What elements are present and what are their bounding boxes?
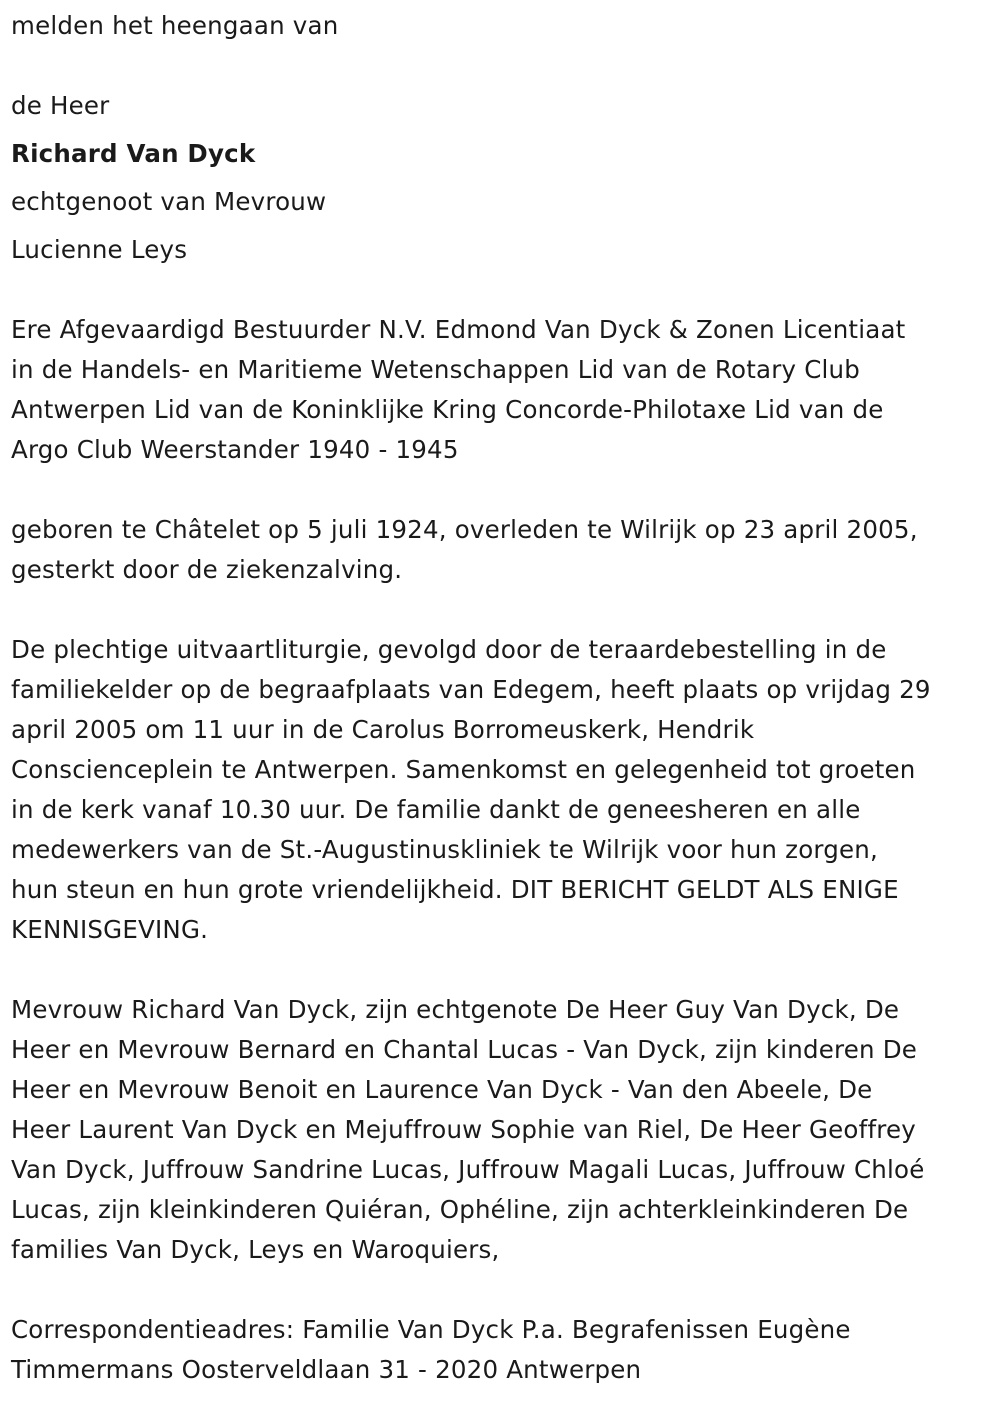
family-line: Van Dyck, Juffrouw Sandrine Lucas, Juffrouw Magali Lucas, Juffrouw Chloé [11,1155,925,1184]
roles-line: Argo Club Weerstander 1940 - 1945 [11,435,459,464]
deceased-name: Richard Van Dyck [11,139,256,168]
roles-line: in de Handels- en Maritieme Wetenschappen Lid van de Rotary Club [11,355,861,384]
family-line: Mevrouw Richard Van Dyck, zijn echtgenote De Heer Guy Van Dyck, De [11,995,900,1024]
family-line: Heer Laurent Van Dyck en Mejuffrouw Sophie van Riel, De Heer Geoffrey [11,1115,916,1144]
roles-line: Ere Afgevaardigd Bestuurder N.V. Edmond Van Dyck & Zonen Licentiaat [11,315,906,344]
spouse-label: echtgenoot van Mevrouw [11,187,327,216]
funeral-line: familiekelder op de begraafplaats van Edegem, heeft plaats op vrijdag 29 [11,675,931,704]
funeral-line: april 2005 om 11 uur in de Carolus Borromeuskerk, Hendrik [11,715,755,744]
family-line: Lucas, zijn kleinkinderen Quiéran, Ophéline, zijn achterkleinkinderen De [11,1195,909,1224]
funeral-line: De plechtige uitvaartliturgie, gevolgd door de teraardebestelling in de [11,635,887,664]
correspondence-line: Correspondentieadres: Familie Van Dyck P.a. Begrafenissen Eugène [11,1315,851,1344]
correspondence-line: Timmermans Oosterveldlaan 31 - 2020 Antwerpen [11,1355,642,1384]
funeral-line: hun steun en hun grote vriendelijkheid. DIT BERICHT GELDT ALS ENIGE [11,875,899,904]
family-line: Heer en Mevrouw Bernard en Chantal Lucas - Van Dyck, zijn kinderen De [11,1035,918,1064]
funeral-line: KENNISGEVING. [11,915,209,944]
funeral-line: in de kerk vanaf 10.30 uur. De familie dankt de geneesheren en alle [11,795,861,824]
birth-death-line: gesterkt door de ziekenzalving. [11,555,403,584]
family-line: families Van Dyck, Leys en Waroquiers, [11,1235,500,1264]
family-line: Heer en Mevrouw Benoit en Laurence Van Dyck - Van den Abeele, De [11,1075,873,1104]
title-prefix: de Heer [11,91,110,120]
birth-death-line: geboren te Châtelet op 5 juli 1924, overleden te Wilrijk op 23 april 2005, [11,515,918,544]
intro-text: melden het heengaan van [11,11,339,40]
funeral-line: Conscienceplein te Antwerpen. Samenkomst en gelegenheid tot groeten [11,755,916,784]
roles-line: Antwerpen Lid van de Koninklijke Kring Concorde-Philotaxe Lid van de [11,395,884,424]
spouse-name: Lucienne Leys [11,235,188,264]
funeral-line: medewerkers van de St.-Augustinuskliniek te Wilrijk voor hun zorgen, [11,835,878,864]
